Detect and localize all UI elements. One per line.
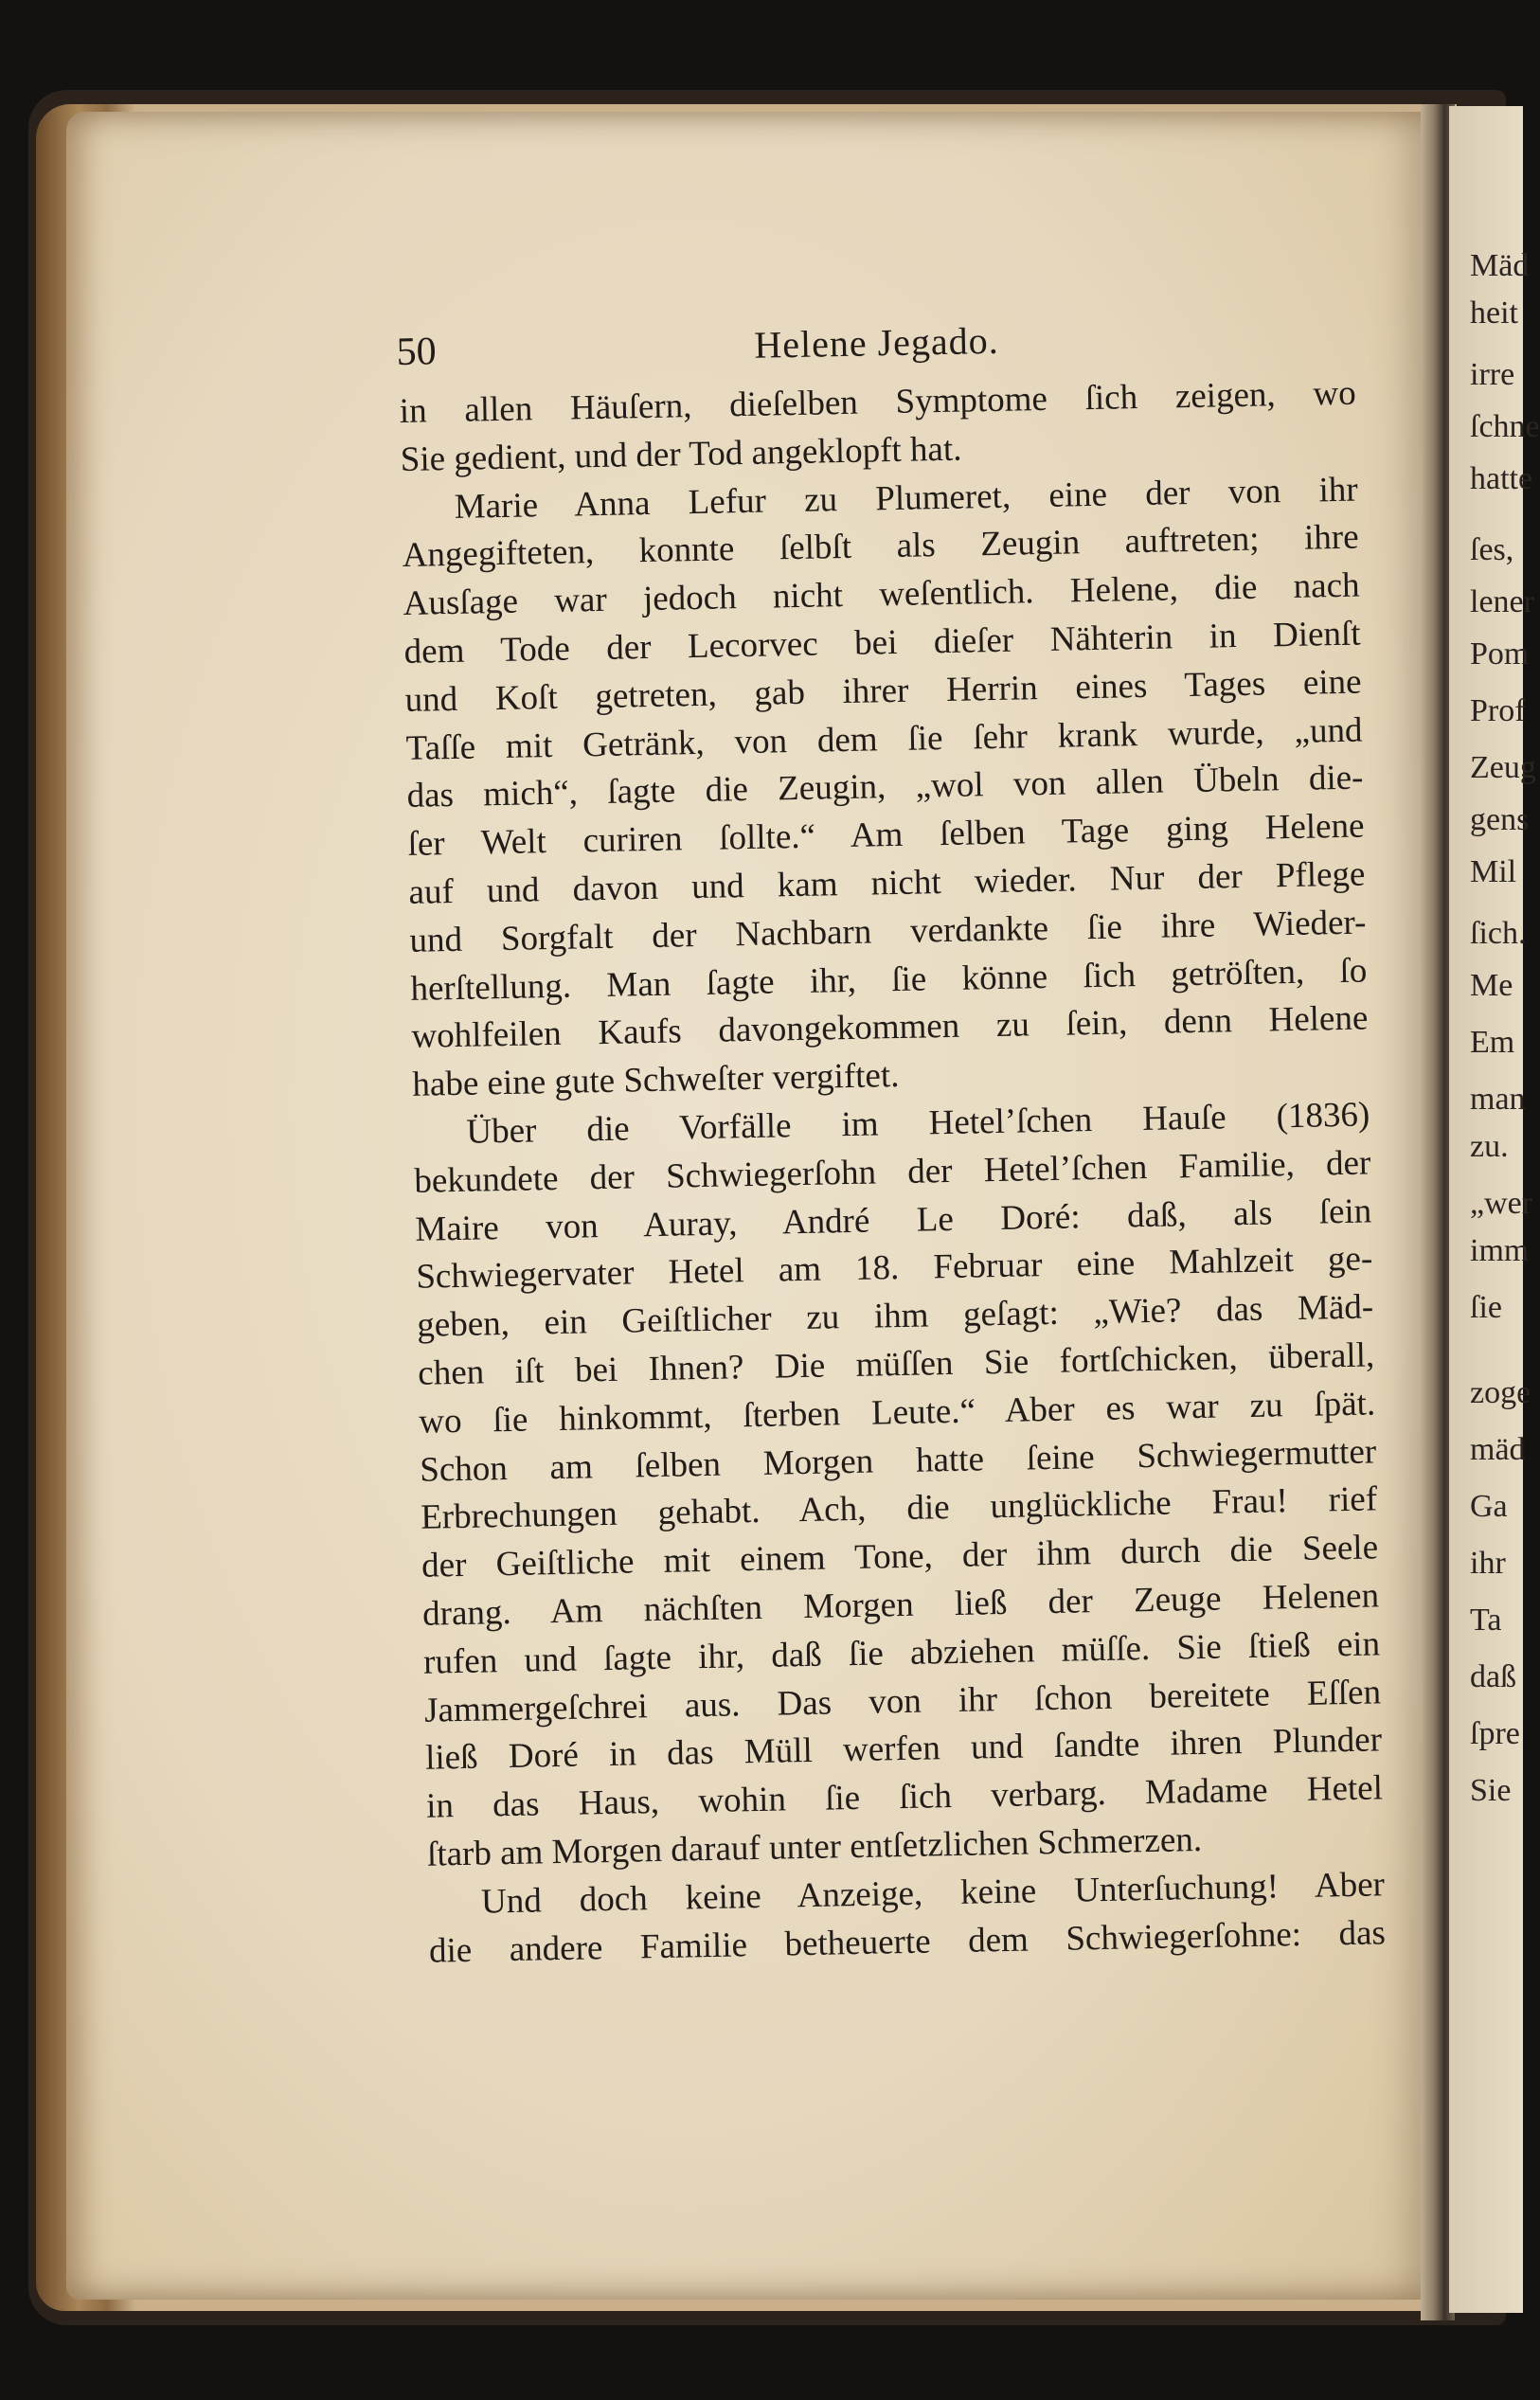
right-page-fragment: ſie <box>1470 1290 1502 1325</box>
right-page-fragment: Mil <box>1470 854 1517 889</box>
text-line: bekundete der Schwiegerſohn der Hetel’ſchen Familie, der <box>414 1143 1371 1201</box>
text-line: Schon am ſelben Morgen hatte ſeine Schwiegermutter <box>419 1431 1377 1490</box>
page-number: 50 <box>396 330 438 375</box>
text-line: ſer Welt curiren ſollte.“ Am ſelben Tage ging Helene <box>407 806 1365 865</box>
text-line: wohlfeilen Kaufs davongekommen zu ſein, denn Helene <box>411 998 1369 1057</box>
text-line: drang. Am nächſten Morgen ließ der Zeuge Helenen <box>421 1576 1380 1634</box>
right-page-fragment: Ta <box>1470 1603 1502 1638</box>
text-line: herſtellung. Man ſagte ihr, ſie könne ſich getröſten, ſo <box>410 951 1368 1009</box>
text-line: geben, ein Geiſtlicher zu ihm geſagt: „Wie? das Mäd- <box>416 1287 1374 1345</box>
text-line: Schwiegervater Hetel am 18. Februar eine Mahlzeit ge- <box>415 1239 1373 1298</box>
text-line: Jammergeſchrei aus. Das von ihr ſchon bereitete Eſſen <box>423 1672 1382 1730</box>
text-line: Und doch keine Anzeige, keine Unterſuchung! Aber <box>480 1865 1386 1922</box>
text-line: Angegifteten, konnte ſelbſt als Zeugin auftreten; ihre <box>402 517 1359 576</box>
right-page-fragment: zoge <box>1470 1375 1531 1410</box>
right-page-fragment: zu. <box>1470 1129 1509 1164</box>
right-page-fragment: mäd <box>1470 1432 1526 1467</box>
text-line: Marie Anna Lefur zu Plumeret, eine der von ihr <box>454 470 1358 527</box>
right-page-fragment: Me <box>1470 968 1513 1003</box>
text-line: der Geiſtliche mit einem Tone, der ihm durch die Seele <box>421 1528 1379 1585</box>
text-line: rufen und ſagte ihr, daß ſie abziehen müſſe. Sie ſtieß ein <box>422 1624 1381 1682</box>
text-line: ſtarb am Morgen darauf unter entſetzlichen Schmerzen. <box>426 1819 1203 1874</box>
right-page-fragment: lener <box>1470 584 1534 619</box>
right-page-fragment: ſpre <box>1470 1716 1520 1751</box>
right-page-fragment: heit <box>1470 296 1518 331</box>
right-page <box>1449 106 1540 2313</box>
text-line: auf und davon und kam nicht wieder. Nur der Pflege <box>408 854 1366 912</box>
right-page-fragment: Zeug <box>1470 750 1536 785</box>
text-line: chen iſt bei Ihnen? Die müſſen Sie fortſchicken, überall, <box>417 1335 1375 1393</box>
text-line: und Koſt getreten, gab ihrer Herrin eines Tages eine <box>404 662 1362 720</box>
right-page-fragment: ſich. <box>1470 916 1527 951</box>
right-page-fragment: Sie <box>1470 1773 1512 1808</box>
text-line: ließ Doré in das Müll werfen und ſandte ihren Plunder <box>424 1720 1383 1779</box>
text-line: Erbrechungen gehabt. Ach, die unglückliche Frau! rief <box>420 1479 1378 1538</box>
body-text <box>399 370 1386 1976</box>
right-page-fragment: Pom <box>1470 636 1530 672</box>
right-page-fragment: ſes, <box>1470 532 1514 567</box>
right-page-fragment: Mäd <box>1470 248 1530 283</box>
right-page-fragment: Ga <box>1470 1489 1508 1524</box>
right-page-fragment: „wer <box>1470 1186 1533 1221</box>
text-line: in allen Häuſern, dieſelben Symptome ſich zeigen, wo <box>399 373 1357 431</box>
text-line: Sie gedient, und der Tod angeklopft hat. <box>400 429 962 479</box>
right-page-fragment: man <box>1470 1082 1526 1117</box>
text-line: und Sorgfalt der Nachbarn verdankte ſie ihre Wieder- <box>409 903 1367 960</box>
text-line: in das Haus, wohin ſie ſich verbarg. Madame Hetel <box>425 1768 1384 1826</box>
right-page-fragment: ihr <box>1470 1546 1506 1581</box>
right-page-fragment: daß <box>1470 1659 1517 1694</box>
text-line: wo ſie hinkommt, ſterben Leute.“ Aber es war zu ſpät. <box>418 1384 1376 1442</box>
text-line: Ausſage war jedoch nicht weſentlich. Helene, die nach <box>403 565 1360 624</box>
page-content <box>398 304 1386 1976</box>
text-line: die andere Familie betheuerte dem Schwiegerſohne: das <box>428 1912 1387 1971</box>
text-line: habe eine gute Schweſter vergiftet. <box>412 1056 900 1105</box>
right-page-fragment: gens <box>1470 802 1530 837</box>
right-page-fragment: Prof <box>1470 693 1526 728</box>
right-page-fragment: hatte <box>1470 461 1533 496</box>
text-line: Taſſe mit Getränk, von dem ſie ſehr krank wurde, „und <box>405 710 1363 768</box>
text-line: Maire von Auray, André Le Doré: daß, als ſein <box>414 1191 1372 1249</box>
text-line: Über die Vorfälle im Hetel’ſchen Hauſe (1836) <box>466 1095 1370 1152</box>
right-page-fragment: ſchne <box>1470 409 1540 444</box>
text-line: dem Tode der Lecorvec bei dieſer Nähterin in Dienſt <box>403 614 1361 672</box>
right-page-fragment: imm <box>1470 1233 1530 1268</box>
running-title: Helene Jegado. <box>753 318 1000 367</box>
right-page-fragment: irre <box>1470 357 1515 392</box>
text-line: das mich“, ſagte die Zeugin, „wol von allen Übeln die- <box>406 758 1364 816</box>
right-page-fragment: Em <box>1470 1025 1515 1060</box>
